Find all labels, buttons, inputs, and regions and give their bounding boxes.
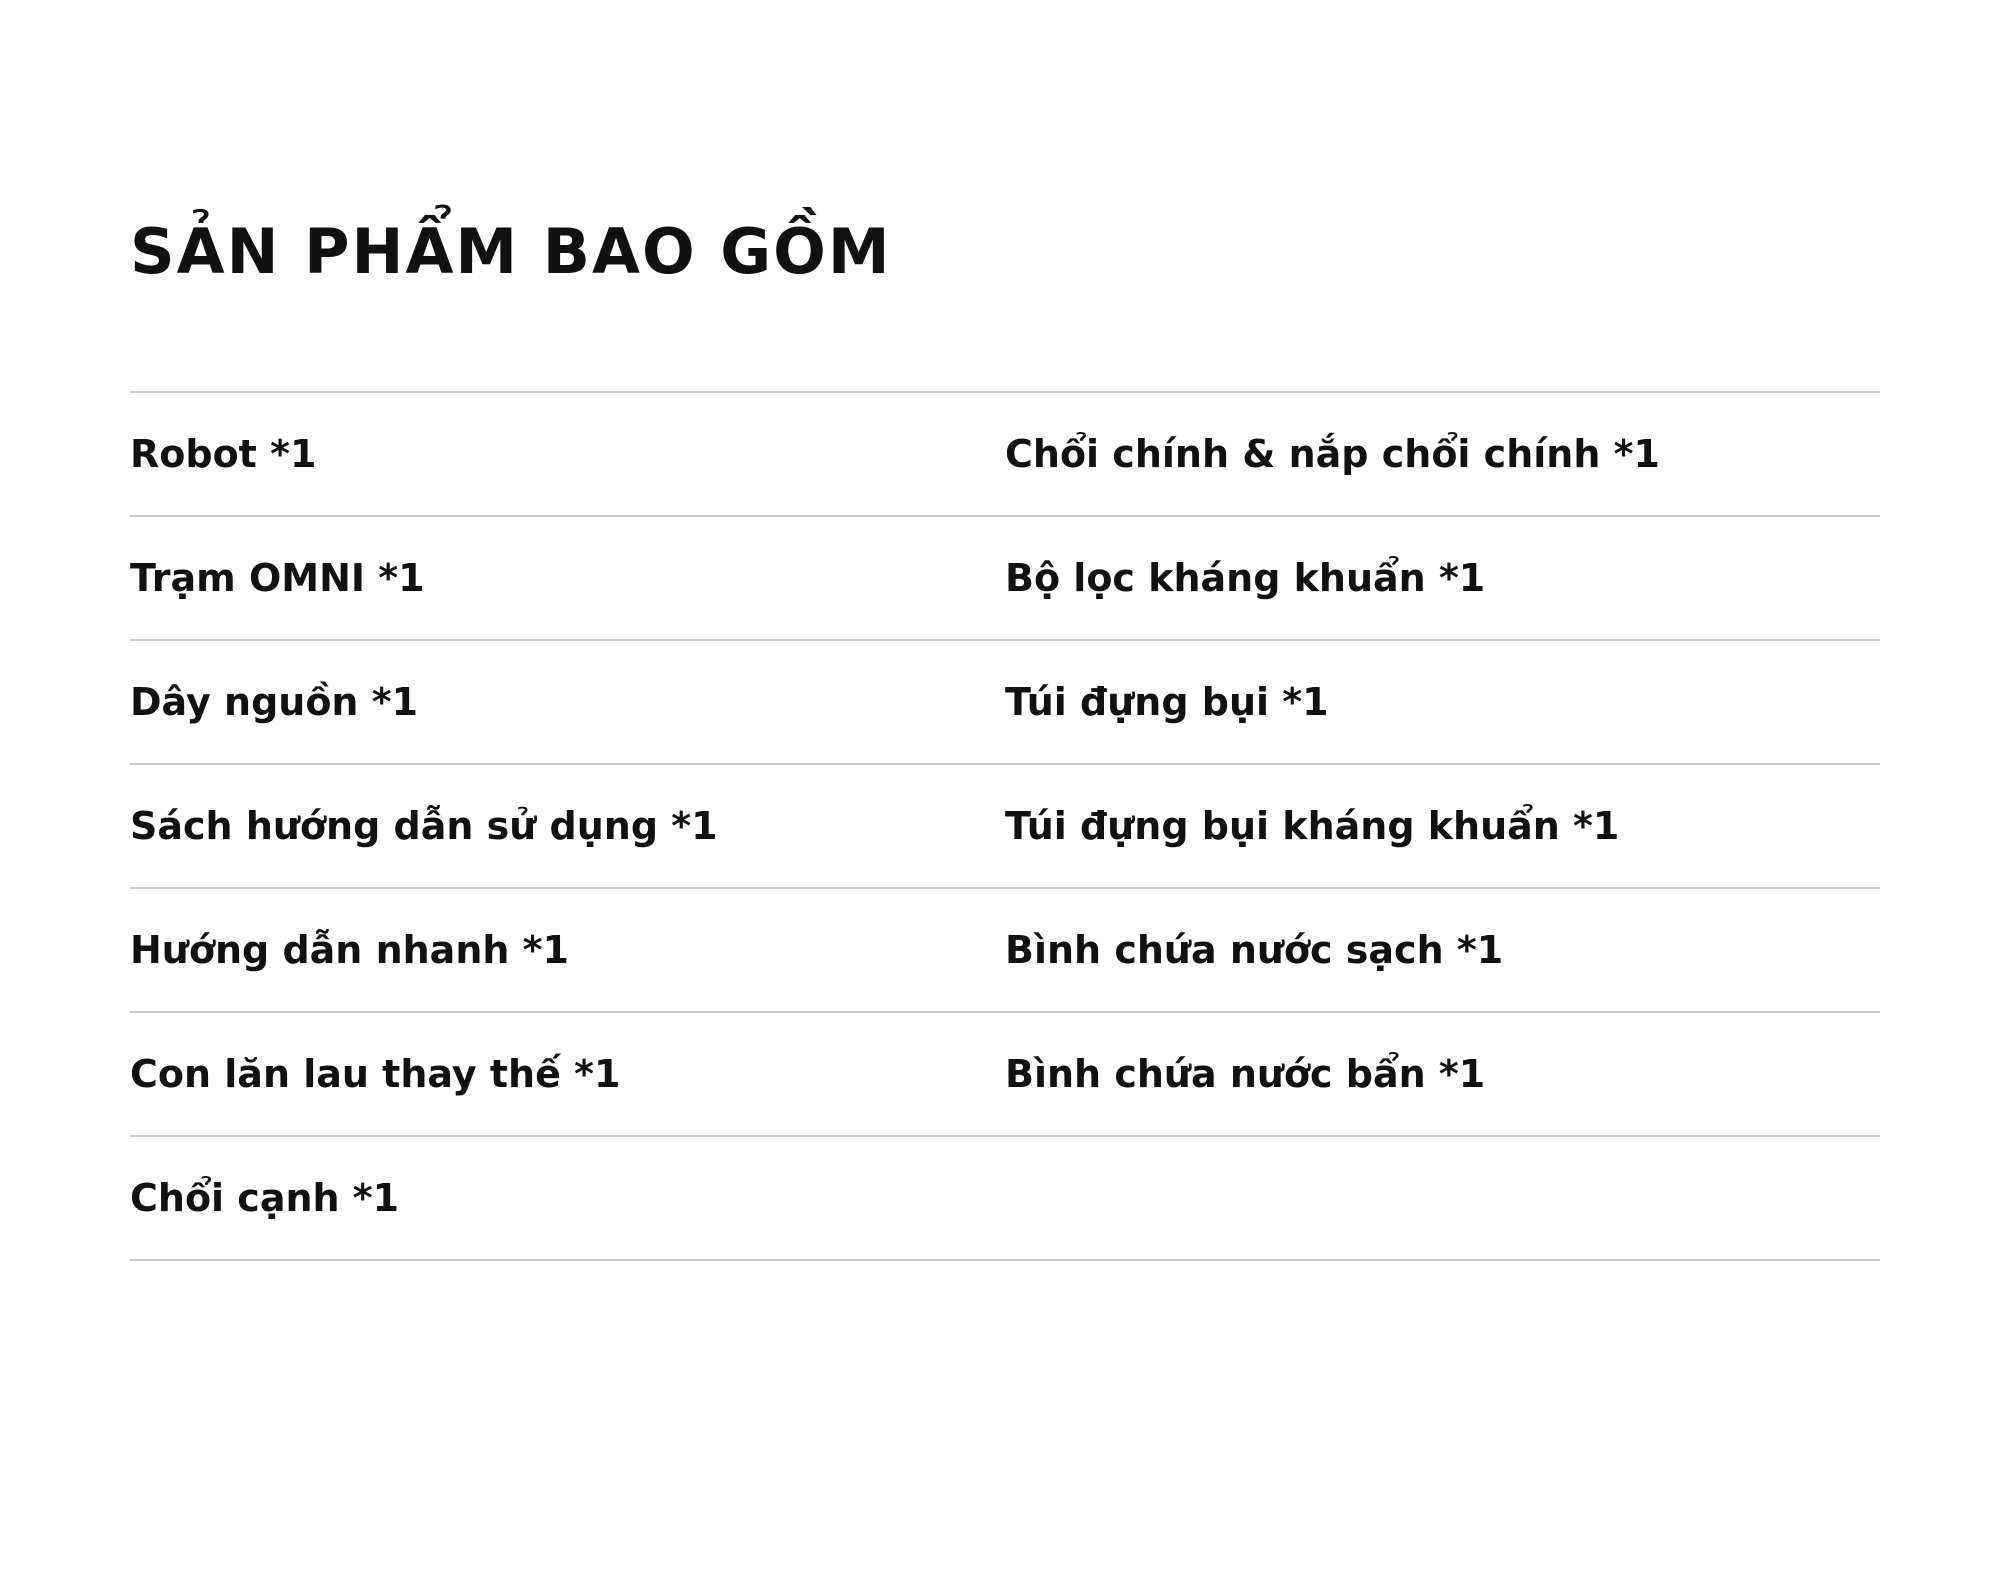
list-item: Chổi chính & nắp chổi chính *1 xyxy=(1005,432,1660,476)
list-row xyxy=(130,641,1880,765)
list-item: Bình chứa nước bẩn *1 xyxy=(1005,1052,1486,1096)
list-item: Sách hướng dẫn sử dụng *1 xyxy=(130,804,718,848)
list-item: Chổi cạnh *1 xyxy=(130,1176,400,1220)
list-item: Trạm OMNI *1 xyxy=(130,556,425,600)
list-row xyxy=(130,393,1880,517)
list-item: Hướng dẫn nhanh *1 xyxy=(130,928,569,972)
list-item: Robot *1 xyxy=(130,432,317,476)
list-item-empty xyxy=(1005,1137,1880,1259)
list-item: Bộ lọc kháng khuẩn *1 xyxy=(1005,556,1486,600)
list-row xyxy=(130,889,1880,1013)
list-row xyxy=(130,1013,1880,1137)
list-item: Túi đựng bụi kháng khuẩn *1 xyxy=(1005,804,1620,848)
list-row xyxy=(130,1137,1880,1261)
list-item: Bình chứa nước sạch *1 xyxy=(1005,928,1504,972)
list-item: Túi đựng bụi *1 xyxy=(1005,680,1329,724)
list-row xyxy=(130,765,1880,889)
list-row xyxy=(130,517,1880,641)
list-item: Dây nguồn *1 xyxy=(130,680,419,724)
list-item: Con lăn lau thay thế *1 xyxy=(130,1052,621,1096)
package-contents-list xyxy=(130,391,1880,1261)
page-title: SẢN PHẨM BAO GỒM xyxy=(130,215,892,288)
